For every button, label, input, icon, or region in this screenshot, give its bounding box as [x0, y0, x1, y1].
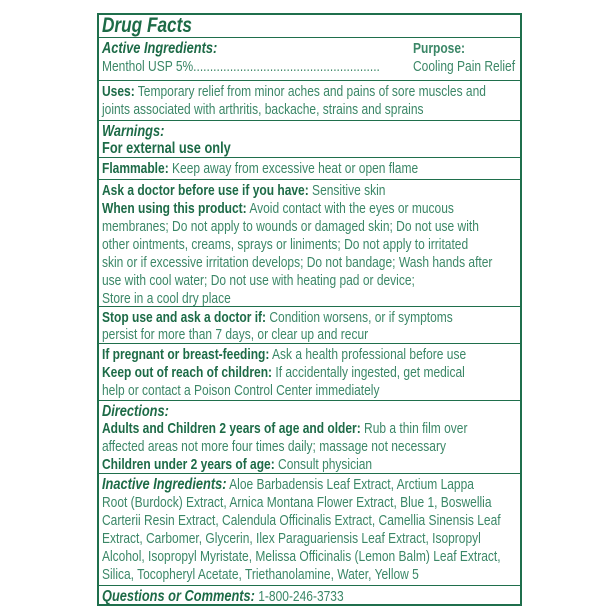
- inactive-text-5: Alcohol, Isopropyl Myristate, Melissa Officinalis (Lemon Balm) Leaf Extract,: [102, 548, 501, 565]
- page-title: Drug Facts: [102, 14, 192, 37]
- adults-label: Adults and Children 2 years of age and older:: [102, 420, 361, 437]
- external-use-warning: For external use only: [102, 140, 231, 157]
- active-ingredients-heading: Active Ingredients:: [102, 40, 218, 57]
- flammable-label: Flammable:: [102, 160, 169, 177]
- uses-text-cont: joints associated with arthritis, backache, strains and sprains: [102, 101, 424, 118]
- pregnant-text: Ask a health professional before use: [269, 346, 467, 363]
- directions-section: [99, 400, 520, 473]
- ingredient-purpose: Cooling Pain Relief: [413, 58, 516, 75]
- uses-label: Uses:: [102, 83, 135, 100]
- children-warning-text: If accidentally ingested, get medical: [272, 364, 465, 381]
- ask-doctor-section: [99, 179, 520, 306]
- questions-label: Questions or Comments:: [102, 588, 255, 605]
- when-using-text-6: Store in a cool dry place: [102, 290, 231, 307]
- title-section: [99, 15, 520, 37]
- when-using-text-5: use with cool water; Do not use with heating pad or device;: [102, 272, 415, 289]
- when-using-text: Avoid contact with the eyes or mucous: [246, 200, 454, 217]
- uses-section: [99, 80, 520, 120]
- directions-heading: Directions:: [102, 403, 169, 420]
- active-ingredient-row: [102, 58, 380, 75]
- stop-use-label: Stop use and ask a doctor if:: [102, 309, 267, 326]
- inactive-text-2: Root (Burdock) Extract, Arnica Montana Flower Extract, Blue 1, Boswellia: [102, 494, 492, 511]
- when-using-text-4: skin or if excessive irritation develops; Do not bandage; Wash hands after: [102, 254, 493, 271]
- phone-number: 1-800-246-3733: [254, 588, 344, 605]
- when-using-text-2: membranes; Do not apply to wounds or damaged skin; Do not use with: [102, 218, 479, 235]
- flammable-section: [99, 157, 520, 179]
- stop-use-text: Condition worsens, or if symptoms: [266, 309, 453, 326]
- children-warning-text-2: help or contact a Poison Control Center immediately: [102, 382, 380, 399]
- under-2-text: Consult physician: [274, 456, 373, 473]
- stop-use-text-2: persist for more than 7 days, or clear up and recur: [102, 326, 369, 343]
- inactive-heading: Inactive Ingredients:: [102, 476, 227, 493]
- stop-use-section: [99, 306, 520, 343]
- adults-text: Rub a thin film over: [360, 420, 468, 437]
- drug-facts-panel: [97, 13, 522, 606]
- inactive-ingredients-section: [99, 473, 520, 585]
- warnings-heading: Warnings:: [102, 123, 165, 140]
- inactive-text: Aloe Barbadensis Leaf Extract, Arctium Lappa: [226, 476, 474, 493]
- under-2-label: Children under 2 years of age:: [102, 456, 275, 473]
- adults-text-2: affected areas not more four times daily; massage not necessary: [102, 438, 446, 455]
- pregnant-label: If pregnant or breast-feeding:: [102, 346, 270, 363]
- inactive-text-6: Silica, Tocopheryl Acetate, Triethanolamine, Water, Yellow 5: [102, 566, 419, 583]
- active-ingredients-section: [99, 37, 520, 80]
- ask-doctor-label: Ask a doctor before use if you have:: [102, 182, 309, 199]
- when-using-label: When using this product:: [102, 200, 247, 217]
- purpose-heading: Purpose:: [413, 40, 466, 57]
- when-using-text-3: other ointments, creams, sprays or liniments; Do not apply to irritated: [102, 236, 469, 253]
- inactive-text-4: Extract, Carbomer, Glycerin, Ilex Paraguariensis Leaf Extract, Isopropyl: [102, 530, 481, 547]
- questions-section: [99, 585, 520, 606]
- flammable-text: Keep away from excessive heat or open flame: [168, 160, 419, 177]
- dot-leader: ........................................................: [193, 58, 380, 75]
- uses-text: Temporary relief from minor aches and pains of sore muscles and: [134, 83, 486, 100]
- ask-doctor-text: Sensitive skin: [308, 182, 386, 199]
- inactive-text-3: Carterii Resin Extract, Calendula Officinalis Extract, Camellia Sinensis Leaf: [102, 512, 501, 529]
- pregnancy-section: [99, 343, 520, 400]
- warnings-section: [99, 120, 520, 157]
- ingredient-name: Menthol USP 5%: [102, 58, 194, 75]
- children-warning-label: Keep out of reach of children:: [102, 364, 273, 381]
